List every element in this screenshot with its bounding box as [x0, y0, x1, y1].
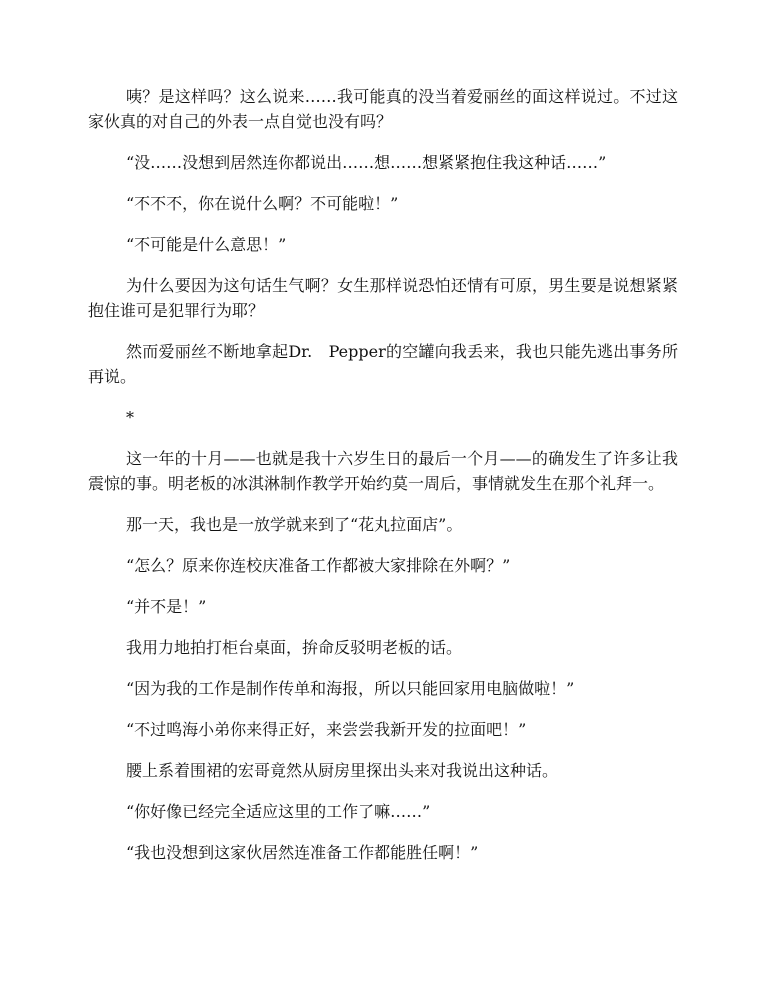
paragraph: 我用力地拍打柜台桌面，拚命反驳明老板的话。	[126, 638, 463, 657]
paragraph: 那一天，我也是一放学就来到了“花丸拉面店”。	[126, 515, 463, 534]
paragraph: “因为我的工作是制作传单和海报，所以只能回家用电脑做啦！”	[126, 679, 575, 698]
paragraph: 这一年的十月——也就是我十六岁生日的最后一个月——的确发生了许多让我震惊的事。明老板的冰淇淋制作教学开始约莫一周后，事情就发生在那个礼拜一。	[88, 449, 678, 493]
paragraph: “并不是！”	[126, 597, 207, 616]
paragraph: 然而爱丽丝不断地拿起Dr. Pepper的空罐向我丢来，我也只能先逃出事务所再说。	[88, 342, 678, 386]
paragraph: “怎么？原来你连校庆准备工作都被大家排除在外啊？”	[126, 556, 511, 575]
paragraph: 咦？是这样吗？这么说来……我可能真的没当着爱丽丝的面这样说过。不过这家伙真的对自己的外表一点自觉也没有吗？	[88, 87, 678, 131]
paragraph: “不过鸣海小弟你来得正好，来尝尝我新开发的拉面吧！”	[126, 720, 527, 739]
paragraph: “你好像已经完全适应这里的工作了嘛……”	[126, 802, 431, 821]
paragraph: “不可能是什么意思！”	[126, 235, 287, 254]
paragraph: “我也没想到这家伙居然连准备工作都能胜任啊！”	[126, 843, 479, 862]
section-break: *	[126, 408, 134, 427]
paragraph: 腰上系着围裙的宏哥竟然从厨房里探出头来对我说出这种话。	[126, 761, 559, 780]
paragraph: 为什么要因为这句话生气啊？女生那样说恐怕还情有可原，男生要是说想紧紧抱住谁可是犯罪行为耶？	[88, 276, 678, 320]
paragraph: “没……没想到居然连你都说出……想……想紧紧抱住我这种话……”	[126, 153, 607, 172]
document-page	[88, 84, 678, 881]
paragraph: “不不不，你在说什么啊？不可能啦！”	[126, 194, 399, 213]
